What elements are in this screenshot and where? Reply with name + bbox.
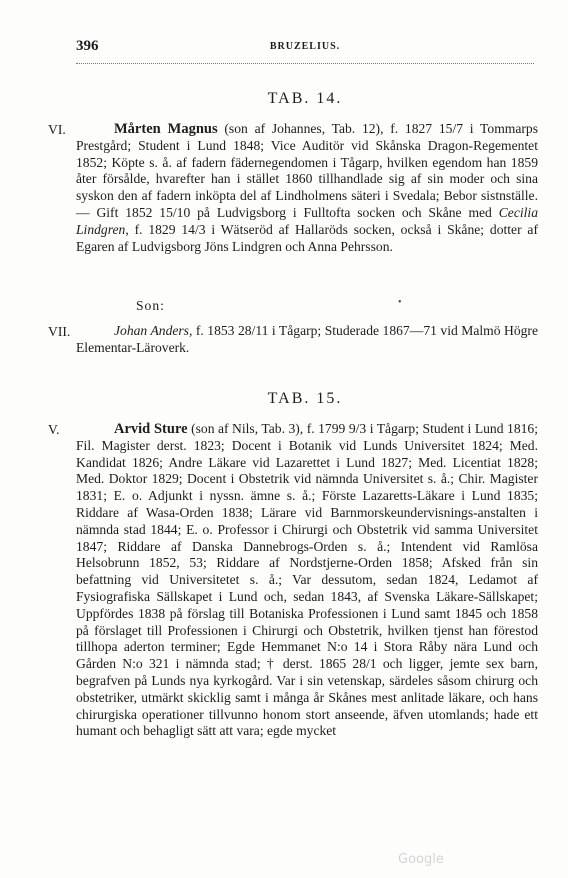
- print-speck: •: [398, 297, 402, 308]
- person-name: Arvid Sture: [114, 421, 188, 437]
- generation-numeral: VII.: [48, 324, 71, 339]
- spouse-name: Cecilia Lindgren: [76, 204, 538, 237]
- entry-text: (son af Nils, Tab. 3), f. 1799 9/3 i Tågarp; Student i Lund 1816; Fil. Magister derst. 1823; Docent i Botanik vid Lunds Universitet 1824; Med. Kandidat 1826; Andre Läkare vid Lazarettet i Lund 1827; Med. Licentiat 1828; Med. Doktor 1829; Docent i Obstetrik vid nämnda Universitet s. å.; Chir. Magister 1831; E. o. Adjunkt i nyssn. ämne s. å.; Förste Lazaretts-Läkare i Lund 1835; Riddare af Wasa-Orden 1838; Lärare vid Barnmorskeundervisnings-anstalten i nämnda stad 1844; E. o. Professor i Chirurgi och Obstetrik vid samma Universitet 1847; Riddare af Danska Dannebrogs-Orden s. å.; Intendent vid Ramlösa Helsobrunn 1852, 53; Riddare af Nordstjerne-Orden 1858; Afsked från sin befattning vid Universitetet s. å.; Var dessutom, sedan 1824, Ledamot af Fysiografiska Sällskapet i Lund och, sedan 1843, af Svenska Läkare-Sällskapet; Uppfördes 1838 på förslag till Botaniska Professionen i Lund samt 1845 och 1858 på förslaget till Professionen i Chirurgi och Obstetrik, hvilken tjenst han förestod tillhopa aderton terminer; Egde Hemmanet N:o 14 i Stora Råby nära Lund och Gården N:o 321 i nämnda stad; † derst. 1865 28/1 och ligger, jemte sex barn, begrafven på Lunds nya kyrkogård. Var i sin vetenskap, särdeles såsom chirurg och obstetriker, utmärkt skicklig samt i många år Skånes mest anlitade läkare, och hans chirurgiska operationer tillvunno honom stort anseende, äfven utomlands; hade ett humant och behagligt sätt att vara; egde mycket: [76, 421, 538, 739]
- running-title: BRUZELIUS.: [269, 41, 341, 52]
- tab-14-heading: TAB. 14.: [267, 90, 343, 107]
- entry-arvid-sture: [76, 421, 538, 740]
- entry-text: , f. 1853 28/11 i Tågarp; Studerade 1867—71 vid Malmö Högre Elementar-Läroverk.: [76, 323, 538, 355]
- entry-marten-magnus: [76, 121, 538, 255]
- header-rule: [76, 63, 534, 64]
- generation-numeral: V.: [48, 422, 60, 437]
- entry-text: (son af Johannes, Tab. 12), f. 1827 15/7 i Tommarps Prestgård; Student i Lund 1848; Vice Auditör vid Skånska Dragon-Regementet 1852; Köpte s. å. af fadern fädernegendomen i Tågarp, hvilken egendom han 1859 åter försålde, hvarefter han i stället 1860 tillhandlade sig af sin moder och sina syskon den af fadern inköpta del af Lindholmens säteri i Svedala; Bebor sistnställe. — Gift 1852 15/10 på Ludvigsborg i Fulltofta socken och Skåne med: [76, 121, 538, 220]
- person-name: Johan Anders: [114, 323, 189, 338]
- son-label: Son:: [136, 298, 165, 313]
- entry-johan-anders: [76, 323, 538, 357]
- person-name: Mårten Magnus: [114, 121, 218, 137]
- tab-15-heading: TAB. 15.: [267, 390, 343, 407]
- page-header: [76, 38, 534, 58]
- page-number: 396: [76, 38, 99, 54]
- generation-numeral: VI.: [48, 122, 66, 137]
- watermark: Google: [398, 852, 444, 867]
- entry-text-continued: , f. 1829 14/3 i Wätseröd af Hallaröds socken, också i Skåne; dotter af Egaren af Ludvigsborg Jöns Lindgren och Anna Pehrsson.: [76, 221, 538, 254]
